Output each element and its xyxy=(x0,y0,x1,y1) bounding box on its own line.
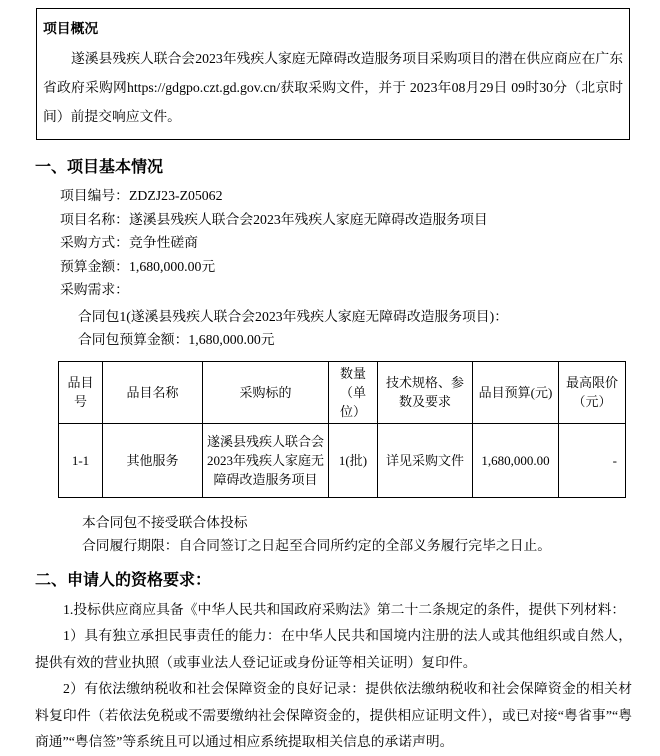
qualification-para-2: 1）具有独立承担民事责任的能力：在中华人民共和国境内注册的法人或其他组织或自然人，提供有效的营业执照（或事业法人登记证或身份证等相关证明）复印件。 xyxy=(35,628,632,670)
field-budget-amount: 预算金额：1,680,000.00元 xyxy=(60,258,216,274)
qualification-para-3: 2）有依法缴纳税收和社会保障资金的良好记录：提供依法缴纳税收和社会保障资金的相关材料复印件（若依法免税或不需要缴纳社会保障资金的，提供相应证明文件），或已对接“粤省事”“粤商通”“粤信签”等系统且可以通过相应系统提取相关信息的承诺声明。 xyxy=(35,681,632,749)
col-header-procurement-target: 采购标的 xyxy=(203,361,329,423)
section2-heading: 二、申请人的资格要求： xyxy=(35,571,212,589)
contract-package-budget: 合同包预算金额：1,680,000.00元 xyxy=(78,331,275,347)
col-header-item-no: 品目号 xyxy=(59,361,103,423)
contract-package-block xyxy=(78,305,660,351)
overview-text-before-url: 遂溪县残疾人联合会2023年残疾人家庭无障碍改造服务项目采购项目的潜在供应商应在广东省政府采购网 xyxy=(43,51,623,95)
overview-text-after-url: 获取采购文件，并于 2023年08月29日 09时30分（北京时间）前提交响应文件。 xyxy=(43,80,623,124)
cell-procurement-target: 遂溪县残疾人联合会2023年残疾人家庭无障碍改造服务项目 xyxy=(203,423,329,497)
col-header-item-budget: 品目预算(元) xyxy=(473,361,559,423)
items-table xyxy=(58,361,626,498)
procurement-site-url[interactable]: https://gdgpo.czt.gd.gov.cn/ xyxy=(126,80,281,95)
contract-notes xyxy=(82,511,660,557)
table-row xyxy=(59,423,626,497)
cell-tech-specs: 详见采购文件 xyxy=(378,423,473,497)
cell-item-name: 其他服务 xyxy=(103,423,203,497)
cell-item-no: 1-1 xyxy=(59,423,103,497)
col-header-item-name: 品目名称 xyxy=(103,361,203,423)
qualification-para-1: 1.投标供应商应具备《中华人民共和国政府采购法》第二十二条规定的条件，提供下列材料： xyxy=(63,601,626,617)
col-header-tech-specs: 技术规格、参数及要求 xyxy=(378,361,473,423)
overview-paragraph xyxy=(43,44,623,131)
field-procurement-method: 采购方式：竞争性磋商 xyxy=(60,235,198,250)
field-project-number: 项目编号：ZDZJ23-Z05062 xyxy=(60,188,223,203)
cell-quantity-unit: 1(批) xyxy=(329,423,378,497)
document-page xyxy=(0,8,660,749)
note-no-consortium-bid: 本合同包不接受联合体投标 xyxy=(82,514,248,530)
col-header-max-price: 最高限价（元） xyxy=(559,361,626,423)
cell-max-price: - xyxy=(559,423,626,497)
field-procurement-demand: 采购需求： xyxy=(60,282,129,297)
table-header-row xyxy=(59,361,626,423)
section1-heading: 一、项目基本情况 xyxy=(35,159,164,176)
field-project-name: 项目名称：遂溪县残疾人联合会2023年残疾人家庭无障碍改造服务项目 xyxy=(60,211,488,227)
cell-item-budget: 1,680,000.00 xyxy=(473,423,559,497)
overview-title: 项目概况 xyxy=(43,21,99,36)
project-fields xyxy=(60,184,660,302)
qualification-requirements xyxy=(35,597,632,756)
project-overview-box xyxy=(36,8,630,140)
col-header-quantity-unit: 数量（单位） xyxy=(329,361,378,423)
contract-package-title: 合同包1(遂溪县残疾人联合会2023年残疾人家庭无障碍改造服务项目)： xyxy=(78,308,508,324)
note-contract-performance-period: 合同履行期限：自合同签订之日起至合同所约定的全部义务履行完毕之日止。 xyxy=(82,537,552,553)
